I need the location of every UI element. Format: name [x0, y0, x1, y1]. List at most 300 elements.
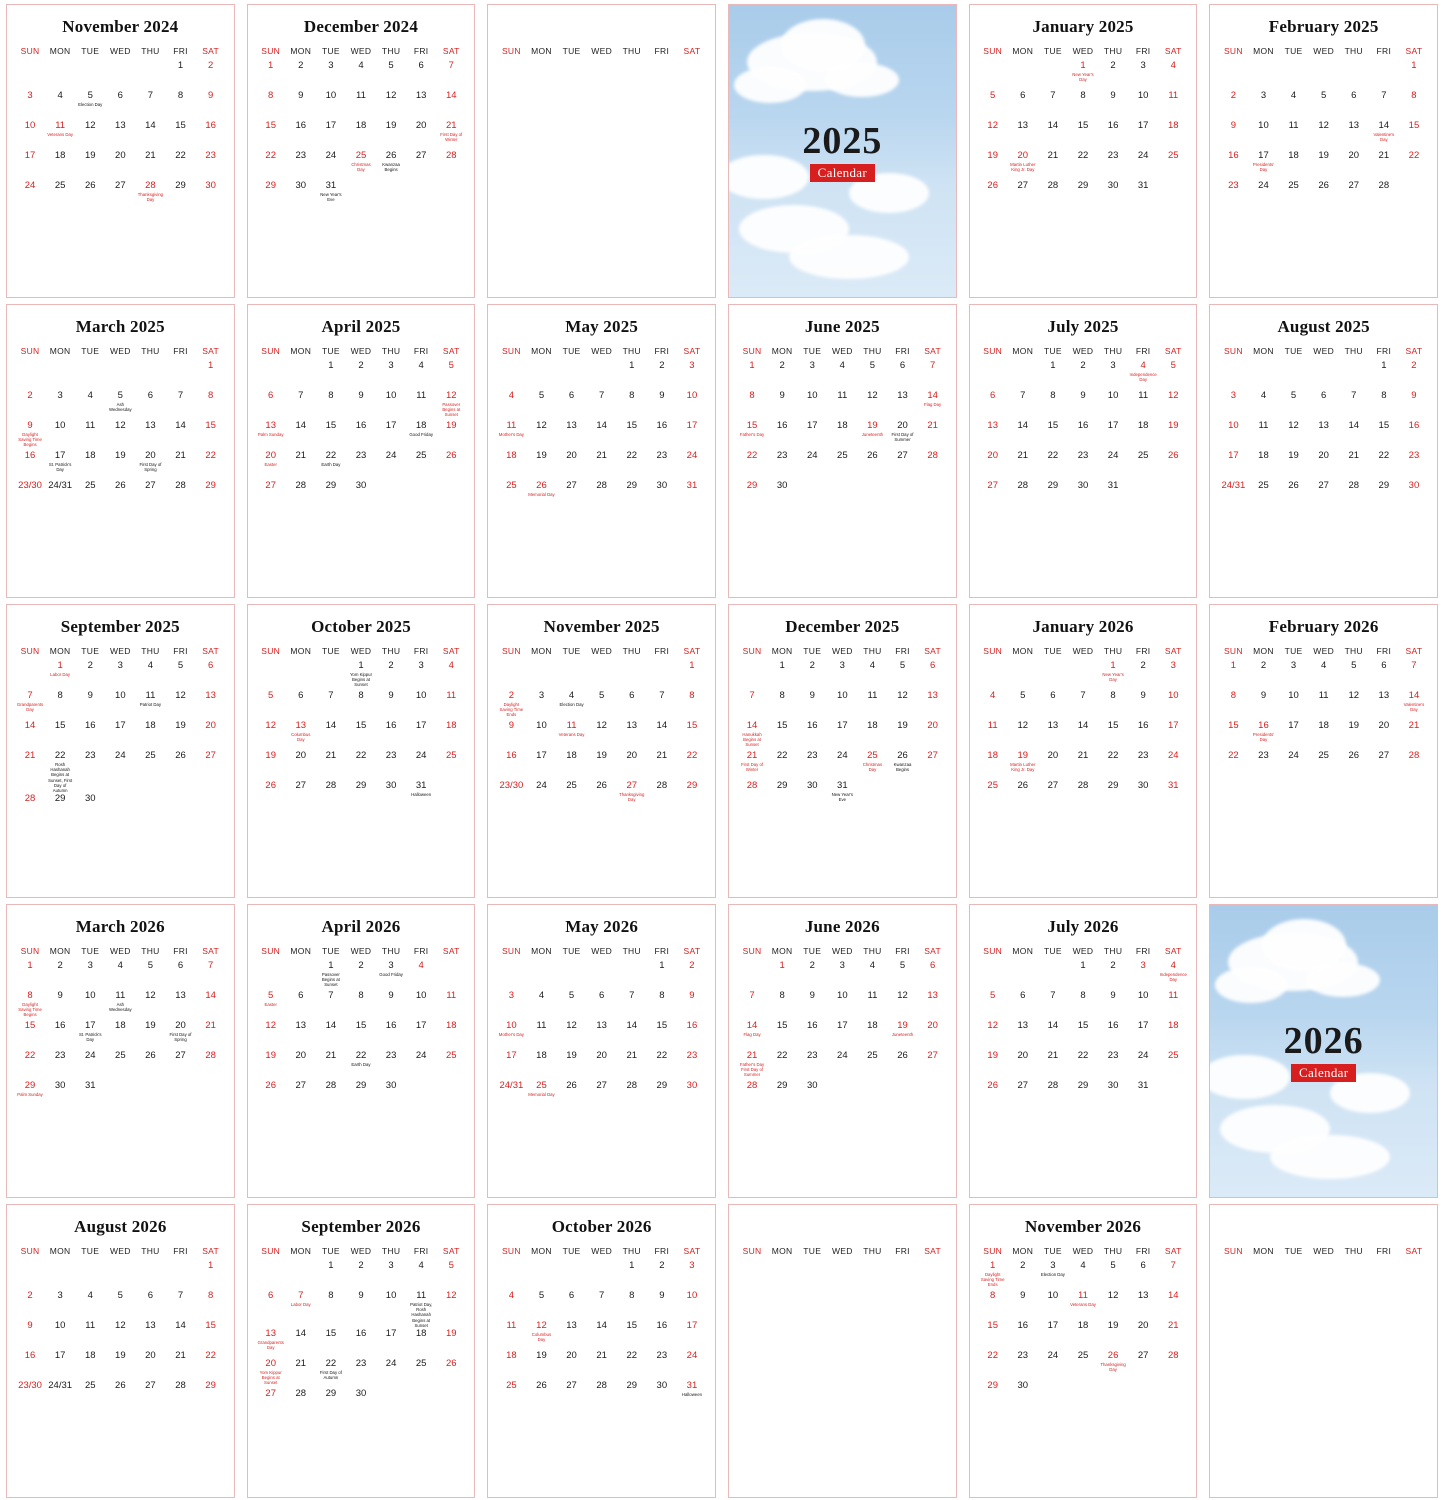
day-cell[interactable]: [316, 480, 346, 510]
day-cell[interactable]: [105, 1290, 135, 1320]
day-cell[interactable]: [346, 1328, 376, 1358]
day-cell[interactable]: [1158, 150, 1188, 180]
day-cell[interactable]: [15, 750, 45, 793]
day-cell[interactable]: [346, 1260, 376, 1290]
day-cell[interactable]: [647, 390, 677, 420]
day-cell[interactable]: [1008, 690, 1038, 720]
day-cell[interactable]: [75, 1050, 105, 1080]
day-cell[interactable]: [557, 1380, 587, 1410]
day-cell[interactable]: [45, 450, 75, 480]
day-cell[interactable]: [105, 120, 135, 150]
day-cell[interactable]: [165, 1290, 195, 1320]
day-cell[interactable]: [857, 1050, 887, 1080]
day-cell[interactable]: [1158, 690, 1188, 720]
day-cell[interactable]: [316, 1290, 346, 1328]
day-cell[interactable]: [1068, 990, 1098, 1020]
day-cell[interactable]: [135, 660, 165, 690]
day-cell[interactable]: [406, 1328, 436, 1358]
day-cell[interactable]: [557, 1020, 587, 1050]
day-cell[interactable]: [105, 90, 135, 120]
day-cell[interactable]: [978, 1260, 1008, 1290]
day-cell[interactable]: [45, 420, 75, 450]
day-cell[interactable]: [1068, 780, 1098, 810]
day-cell[interactable]: [617, 690, 647, 720]
day-cell[interactable]: [496, 1320, 526, 1350]
day-cell[interactable]: [256, 1290, 286, 1328]
day-cell[interactable]: [918, 420, 948, 450]
day-cell[interactable]: [1279, 720, 1309, 750]
day-cell[interactable]: [1248, 660, 1278, 690]
day-cell[interactable]: [436, 750, 466, 780]
day-cell[interactable]: [557, 1080, 587, 1110]
day-cell[interactable]: [767, 1020, 797, 1050]
day-cell[interactable]: [647, 360, 677, 390]
day-cell[interactable]: [1248, 720, 1278, 750]
day-cell[interactable]: [978, 120, 1008, 150]
day-cell[interactable]: [1068, 150, 1098, 180]
day-cell[interactable]: [196, 420, 226, 450]
day-cell[interactable]: [918, 660, 948, 690]
day-cell[interactable]: [75, 480, 105, 510]
day-cell[interactable]: [767, 480, 797, 510]
day-cell[interactable]: [767, 660, 797, 690]
day-cell[interactable]: [978, 1320, 1008, 1350]
day-cell[interactable]: [135, 720, 165, 750]
day-cell[interactable]: [1399, 720, 1429, 750]
day-cell[interactable]: [1128, 180, 1158, 210]
day-cell[interactable]: [1369, 120, 1399, 150]
day-cell[interactable]: [1279, 420, 1309, 450]
day-cell[interactable]: [436, 450, 466, 480]
day-cell[interactable]: [857, 420, 887, 450]
day-cell[interactable]: [196, 990, 226, 1020]
day-cell[interactable]: [887, 360, 917, 390]
day-cell[interactable]: [617, 1080, 647, 1110]
day-cell[interactable]: [256, 1358, 286, 1388]
day-cell[interactable]: [767, 390, 797, 420]
day-cell[interactable]: [1008, 1320, 1038, 1350]
day-cell[interactable]: [1038, 120, 1068, 150]
day-cell[interactable]: [105, 1050, 135, 1080]
day-cell[interactable]: [316, 690, 346, 720]
day-cell[interactable]: [45, 750, 75, 793]
day-cell[interactable]: [256, 60, 286, 90]
day-cell[interactable]: [1248, 420, 1278, 450]
day-cell[interactable]: [1309, 660, 1339, 690]
day-cell[interactable]: [256, 1388, 286, 1418]
day-cell[interactable]: [406, 1358, 436, 1388]
day-cell[interactable]: [196, 360, 226, 390]
day-cell[interactable]: [978, 690, 1008, 720]
day-cell[interactable]: [496, 480, 526, 510]
day-cell[interactable]: [1399, 420, 1429, 450]
day-cell[interactable]: [1248, 390, 1278, 420]
day-cell[interactable]: [737, 1020, 767, 1050]
day-cell[interactable]: [887, 1050, 917, 1080]
day-cell[interactable]: [105, 480, 135, 510]
day-cell[interactable]: [1008, 1260, 1038, 1290]
day-cell[interactable]: [286, 180, 316, 210]
day-cell[interactable]: [1218, 420, 1248, 450]
day-cell[interactable]: [587, 990, 617, 1020]
day-cell[interactable]: [135, 450, 165, 480]
day-cell[interactable]: [677, 960, 707, 990]
day-cell[interactable]: [918, 1050, 948, 1080]
day-cell[interactable]: [1008, 720, 1038, 750]
day-cell[interactable]: [918, 390, 948, 420]
day-cell[interactable]: [376, 390, 406, 420]
day-cell[interactable]: [1098, 1080, 1128, 1110]
day-cell[interactable]: [1008, 1380, 1038, 1410]
day-cell[interactable]: [797, 960, 827, 990]
day-cell[interactable]: [617, 1320, 647, 1350]
day-cell[interactable]: [316, 780, 346, 810]
day-cell[interactable]: [316, 1080, 346, 1110]
day-cell[interactable]: [75, 720, 105, 750]
day-cell[interactable]: [346, 750, 376, 780]
day-cell[interactable]: [1098, 1350, 1128, 1380]
day-cell[interactable]: [15, 1080, 45, 1110]
day-cell[interactable]: [1309, 150, 1339, 180]
day-cell[interactable]: [1309, 420, 1339, 450]
day-cell[interactable]: [1128, 720, 1158, 750]
day-cell[interactable]: [196, 150, 226, 180]
day-cell[interactable]: [1008, 1020, 1038, 1050]
day-cell[interactable]: [1008, 480, 1038, 510]
day-cell[interactable]: [105, 990, 135, 1020]
day-cell[interactable]: [316, 720, 346, 750]
day-cell[interactable]: [1128, 390, 1158, 420]
day-cell[interactable]: [1128, 1290, 1158, 1320]
day-cell[interactable]: [1399, 480, 1429, 510]
day-cell[interactable]: [1098, 480, 1128, 510]
day-cell[interactable]: [196, 1290, 226, 1320]
day-cell[interactable]: [376, 690, 406, 720]
day-cell[interactable]: [45, 1350, 75, 1380]
day-cell[interactable]: [978, 390, 1008, 420]
day-cell[interactable]: [135, 420, 165, 450]
day-cell[interactable]: [587, 1380, 617, 1410]
day-cell[interactable]: [496, 1080, 526, 1110]
day-cell[interactable]: [587, 1290, 617, 1320]
day-cell[interactable]: [1248, 150, 1278, 180]
day-cell[interactable]: [75, 180, 105, 210]
day-cell[interactable]: [797, 750, 827, 780]
day-cell[interactable]: [617, 990, 647, 1020]
day-cell[interactable]: [767, 720, 797, 750]
day-cell[interactable]: [557, 1290, 587, 1320]
day-cell[interactable]: [1279, 450, 1309, 480]
day-cell[interactable]: [1008, 1080, 1038, 1110]
day-cell[interactable]: [286, 480, 316, 510]
day-cell[interactable]: [286, 990, 316, 1020]
day-cell[interactable]: [557, 1320, 587, 1350]
day-cell[interactable]: [677, 1380, 707, 1410]
day-cell[interactable]: [406, 360, 436, 390]
day-cell[interactable]: [376, 660, 406, 690]
day-cell[interactable]: [677, 390, 707, 420]
day-cell[interactable]: [496, 1290, 526, 1320]
day-cell[interactable]: [617, 1350, 647, 1380]
day-cell[interactable]: [617, 480, 647, 510]
day-cell[interactable]: [406, 120, 436, 150]
day-cell[interactable]: [827, 660, 857, 690]
day-cell[interactable]: [256, 420, 286, 450]
day-cell[interactable]: [406, 420, 436, 450]
day-cell[interactable]: [677, 1050, 707, 1080]
day-cell[interactable]: [1369, 480, 1399, 510]
day-cell[interactable]: [256, 990, 286, 1020]
day-cell[interactable]: [436, 1020, 466, 1050]
day-cell[interactable]: [978, 420, 1008, 450]
day-cell[interactable]: [1128, 660, 1158, 690]
day-cell[interactable]: [647, 450, 677, 480]
day-cell[interactable]: [1068, 1350, 1098, 1380]
day-cell[interactable]: [1068, 720, 1098, 750]
day-cell[interactable]: [1248, 120, 1278, 150]
day-cell[interactable]: [406, 720, 436, 750]
day-cell[interactable]: [617, 720, 647, 750]
day-cell[interactable]: [857, 720, 887, 750]
day-cell[interactable]: [887, 990, 917, 1020]
day-cell[interactable]: [436, 660, 466, 690]
day-cell[interactable]: [1038, 390, 1068, 420]
day-cell[interactable]: [346, 90, 376, 120]
day-cell[interactable]: [346, 990, 376, 1020]
day-cell[interactable]: [135, 750, 165, 793]
day-cell[interactable]: [1158, 390, 1188, 420]
day-cell[interactable]: [978, 780, 1008, 810]
day-cell[interactable]: [286, 1328, 316, 1358]
day-cell[interactable]: [135, 960, 165, 990]
day-cell[interactable]: [376, 60, 406, 90]
day-cell[interactable]: [316, 90, 346, 120]
day-cell[interactable]: [165, 1050, 195, 1080]
day-cell[interactable]: [978, 450, 1008, 480]
day-cell[interactable]: [45, 1050, 75, 1080]
day-cell[interactable]: [1158, 90, 1188, 120]
day-cell[interactable]: [1128, 450, 1158, 480]
day-cell[interactable]: [346, 450, 376, 480]
day-cell[interactable]: [737, 750, 767, 780]
day-cell[interactable]: [857, 390, 887, 420]
day-cell[interactable]: [887, 720, 917, 750]
day-cell[interactable]: [617, 450, 647, 480]
day-cell[interactable]: [496, 1020, 526, 1050]
day-cell[interactable]: [1098, 390, 1128, 420]
day-cell[interactable]: [316, 150, 346, 180]
day-cell[interactable]: [165, 750, 195, 793]
day-cell[interactable]: [286, 1290, 316, 1328]
day-cell[interactable]: [436, 360, 466, 390]
day-cell[interactable]: [1158, 660, 1188, 690]
day-cell[interactable]: [1339, 150, 1369, 180]
day-cell[interactable]: [1098, 780, 1128, 810]
day-cell[interactable]: [316, 960, 346, 990]
day-cell[interactable]: [45, 793, 75, 823]
day-cell[interactable]: [1128, 420, 1158, 450]
day-cell[interactable]: [857, 360, 887, 390]
day-cell[interactable]: [1369, 450, 1399, 480]
day-cell[interactable]: [1128, 960, 1158, 990]
day-cell[interactable]: [165, 990, 195, 1020]
day-cell[interactable]: [526, 1380, 556, 1410]
day-cell[interactable]: [135, 180, 165, 210]
day-cell[interactable]: [677, 750, 707, 780]
day-cell[interactable]: [587, 690, 617, 720]
day-cell[interactable]: [1339, 480, 1369, 510]
day-cell[interactable]: [1158, 780, 1188, 810]
day-cell[interactable]: [827, 1050, 857, 1080]
day-cell[interactable]: [1309, 180, 1339, 210]
day-cell[interactable]: [797, 720, 827, 750]
day-cell[interactable]: [797, 780, 827, 810]
day-cell[interactable]: [1279, 180, 1309, 210]
day-cell[interactable]: [196, 180, 226, 210]
day-cell[interactable]: [797, 390, 827, 420]
day-cell[interactable]: [45, 1380, 75, 1410]
day-cell[interactable]: [1279, 150, 1309, 180]
day-cell[interactable]: [1098, 990, 1128, 1020]
day-cell[interactable]: [1068, 750, 1098, 780]
day-cell[interactable]: [1098, 750, 1128, 780]
day-cell[interactable]: [1279, 90, 1309, 120]
day-cell[interactable]: [436, 150, 466, 180]
day-cell[interactable]: [196, 690, 226, 720]
day-cell[interactable]: [45, 1020, 75, 1050]
day-cell[interactable]: [75, 150, 105, 180]
day-cell[interactable]: [526, 1320, 556, 1350]
day-cell[interactable]: [1098, 1290, 1128, 1320]
day-cell[interactable]: [647, 1020, 677, 1050]
day-cell[interactable]: [1068, 1320, 1098, 1350]
day-cell[interactable]: [1008, 780, 1038, 810]
day-cell[interactable]: [887, 420, 917, 450]
day-cell[interactable]: [1128, 1260, 1158, 1290]
day-cell[interactable]: [1218, 120, 1248, 150]
day-cell[interactable]: [1128, 990, 1158, 1020]
day-cell[interactable]: [918, 720, 948, 750]
day-cell[interactable]: [135, 1350, 165, 1380]
day-cell[interactable]: [857, 750, 887, 780]
day-cell[interactable]: [165, 1020, 195, 1050]
day-cell[interactable]: [1008, 180, 1038, 210]
day-cell[interactable]: [196, 960, 226, 990]
day-cell[interactable]: [526, 390, 556, 420]
day-cell[interactable]: [496, 690, 526, 720]
day-cell[interactable]: [1309, 690, 1339, 720]
day-cell[interactable]: [105, 150, 135, 180]
day-cell[interactable]: [677, 450, 707, 480]
day-cell[interactable]: [1279, 750, 1309, 780]
day-cell[interactable]: [256, 90, 286, 120]
day-cell[interactable]: [196, 390, 226, 420]
day-cell[interactable]: [1309, 450, 1339, 480]
day-cell[interactable]: [1038, 1290, 1068, 1320]
day-cell[interactable]: [1128, 690, 1158, 720]
day-cell[interactable]: [1248, 480, 1278, 510]
day-cell[interactable]: [737, 780, 767, 810]
day-cell[interactable]: [1038, 750, 1068, 780]
day-cell[interactable]: [1038, 690, 1068, 720]
day-cell[interactable]: [1339, 120, 1369, 150]
day-cell[interactable]: [105, 750, 135, 793]
day-cell[interactable]: [1128, 750, 1158, 780]
day-cell[interactable]: [135, 1290, 165, 1320]
day-cell[interactable]: [256, 1328, 286, 1358]
day-cell[interactable]: [1008, 150, 1038, 180]
day-cell[interactable]: [1339, 420, 1369, 450]
day-cell[interactable]: [376, 450, 406, 480]
day-cell[interactable]: [1279, 660, 1309, 690]
day-cell[interactable]: [256, 180, 286, 210]
day-cell[interactable]: [496, 720, 526, 750]
day-cell[interactable]: [406, 1050, 436, 1080]
day-cell[interactable]: [376, 150, 406, 180]
day-cell[interactable]: [75, 660, 105, 690]
day-cell[interactable]: [75, 793, 105, 823]
day-cell[interactable]: [1038, 150, 1068, 180]
day-cell[interactable]: [647, 1290, 677, 1320]
day-cell[interactable]: [857, 1020, 887, 1050]
day-cell[interactable]: [737, 450, 767, 480]
day-cell[interactable]: [406, 1260, 436, 1290]
day-cell[interactable]: [827, 780, 857, 810]
day-cell[interactable]: [1128, 780, 1158, 810]
day-cell[interactable]: [256, 690, 286, 720]
day-cell[interactable]: [1038, 450, 1068, 480]
day-cell[interactable]: [1218, 720, 1248, 750]
day-cell[interactable]: [1339, 450, 1369, 480]
day-cell[interactable]: [1038, 780, 1068, 810]
day-cell[interactable]: [496, 1050, 526, 1080]
day-cell[interactable]: [286, 90, 316, 120]
day-cell[interactable]: [135, 390, 165, 420]
day-cell[interactable]: [557, 990, 587, 1020]
day-cell[interactable]: [617, 360, 647, 390]
day-cell[interactable]: [1068, 1020, 1098, 1050]
day-cell[interactable]: [1128, 1050, 1158, 1080]
day-cell[interactable]: [135, 120, 165, 150]
day-cell[interactable]: [376, 1290, 406, 1328]
day-cell[interactable]: [75, 450, 105, 480]
day-cell[interactable]: [1068, 480, 1098, 510]
day-cell[interactable]: [797, 990, 827, 1020]
day-cell[interactable]: [1128, 90, 1158, 120]
day-cell[interactable]: [376, 120, 406, 150]
day-cell[interactable]: [557, 780, 587, 810]
day-cell[interactable]: [75, 420, 105, 450]
day-cell[interactable]: [1218, 480, 1248, 510]
day-cell[interactable]: [376, 990, 406, 1020]
day-cell[interactable]: [587, 1020, 617, 1050]
day-cell[interactable]: [1038, 90, 1068, 120]
day-cell[interactable]: [1248, 180, 1278, 210]
day-cell[interactable]: [496, 1380, 526, 1410]
day-cell[interactable]: [1008, 990, 1038, 1020]
day-cell[interactable]: [45, 720, 75, 750]
day-cell[interactable]: [737, 1050, 767, 1080]
day-cell[interactable]: [1369, 660, 1399, 690]
day-cell[interactable]: [737, 690, 767, 720]
day-cell[interactable]: [286, 780, 316, 810]
day-cell[interactable]: [767, 420, 797, 450]
day-cell[interactable]: [978, 1290, 1008, 1320]
day-cell[interactable]: [647, 780, 677, 810]
day-cell[interactable]: [496, 780, 526, 810]
day-cell[interactable]: [286, 120, 316, 150]
day-cell[interactable]: [1218, 90, 1248, 120]
